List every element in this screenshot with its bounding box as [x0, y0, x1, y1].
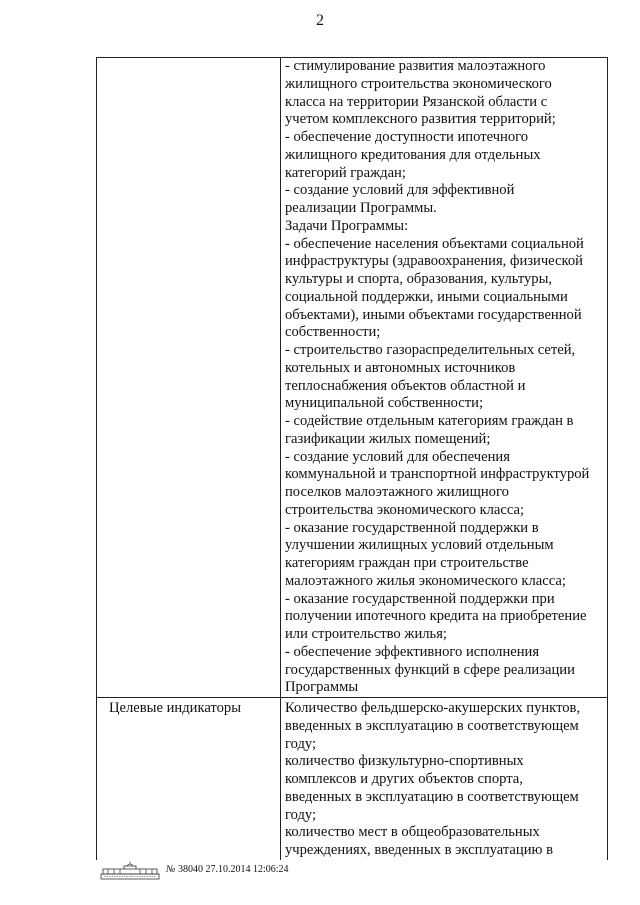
- text-line: теплоснабжения объектов областной и: [285, 377, 526, 394]
- text-line: коммунальной и транспортной инфраструктурой: [285, 466, 590, 483]
- text-line: - обеспечение доступности ипотечного: [285, 129, 529, 145]
- building-seal-icon: [100, 861, 160, 881]
- text-line: жилищного кредитования для отдельных: [285, 146, 541, 163]
- text-line: муниципальной собственности;: [285, 395, 484, 412]
- text-line: жилищного строительства экономического: [285, 75, 552, 92]
- text-line: реализации Программы.: [285, 200, 437, 216]
- text-line: году;: [285, 735, 317, 752]
- text-line: количество физкультурно-спортивных: [285, 753, 524, 770]
- text-line: - оказание государственной поддержки при: [285, 590, 555, 607]
- row-label: [97, 58, 280, 60]
- row-text-cell: [281, 698, 608, 861]
- text-line: учреждениях, введенных в эксплуатацию в: [285, 842, 553, 858]
- program-passport-table: [96, 57, 608, 860]
- text-line: газификации жилых помещений;: [285, 430, 491, 447]
- table-row: [97, 698, 608, 861]
- text-line: - обеспечение эффективного исполнения: [285, 643, 540, 660]
- text-line: учетом комплексного развития территорий;: [285, 111, 556, 128]
- row-text-cell: [281, 58, 608, 698]
- text-line: - создание условий для обеспечения: [285, 448, 510, 465]
- text-line: улучшении жилищных условий отдельным: [285, 537, 554, 554]
- text-line: категорий граждан;: [285, 164, 406, 181]
- text-line: - строительство газораспределительных сетей,: [285, 342, 576, 358]
- text-line: введенных в эксплуатацию в соответствующем: [285, 717, 579, 734]
- text-line: введенных в эксплуатацию в соответствующем: [285, 788, 579, 805]
- text-line: количество мест в общеобразовательных: [285, 824, 540, 841]
- text-line: комплексов и других объектов спорта,: [285, 771, 523, 787]
- text-line: Программы: [285, 679, 359, 696]
- text-line: году;: [285, 806, 317, 823]
- text-line: строительства экономического класса;: [285, 501, 525, 518]
- text-line: поселков малоэтажного жилищного: [285, 484, 509, 500]
- row-text: [285, 58, 603, 697]
- row-label-cell: [97, 58, 281, 698]
- text-line: инфраструктуры (здравоохранения, физической: [285, 253, 583, 270]
- text-line: категориям граждан при строительстве: [285, 555, 529, 571]
- text-line: малоэтажного жилья экономического класса;: [285, 572, 566, 589]
- registration-stamp: [166, 864, 289, 875]
- text-line: государственных функций в сфере реализации: [285, 661, 575, 678]
- text-line: - содействие отдельным категориям граждан в: [285, 413, 574, 429]
- registration-datetime: 27.10.2014 12:06:24: [205, 864, 289, 875]
- page-number: 2: [316, 12, 324, 29]
- row-label-cell: [97, 698, 281, 861]
- text-line: Задачи Программы:: [285, 217, 409, 234]
- row-text: [285, 700, 603, 860]
- text-line: - обеспечение населения объектами социальной: [285, 235, 584, 252]
- text-line: социальной поддержки, иными социальными: [285, 288, 568, 305]
- text-line: культуры и спорта, образования, культуры,: [285, 271, 553, 287]
- row-label-target-indicators: Целевые индикаторы: [109, 700, 242, 716]
- text-line: - оказание государственной поддержки в: [285, 519, 539, 536]
- text-line: котельных и автономных источников: [285, 359, 516, 376]
- document-number: 38040: [177, 864, 203, 875]
- text-line: - стимулирование развития малоэтажного: [285, 58, 546, 74]
- text-line: Количество фельдшерско-акушерских пунктов,: [285, 700, 581, 716]
- text-line: или строительство жилья;: [285, 626, 447, 642]
- text-line: класса на территории Рязанской области с: [285, 93, 548, 110]
- number-sign: №: [166, 864, 176, 875]
- text-line: - создание условий для эффективной: [285, 182, 515, 199]
- text-line: собственности;: [285, 324, 381, 341]
- text-line: получении ипотечного кредита на приобретение: [285, 608, 587, 625]
- text-line: объектами), иными объектами государственной: [285, 306, 582, 323]
- table-row: [97, 58, 608, 698]
